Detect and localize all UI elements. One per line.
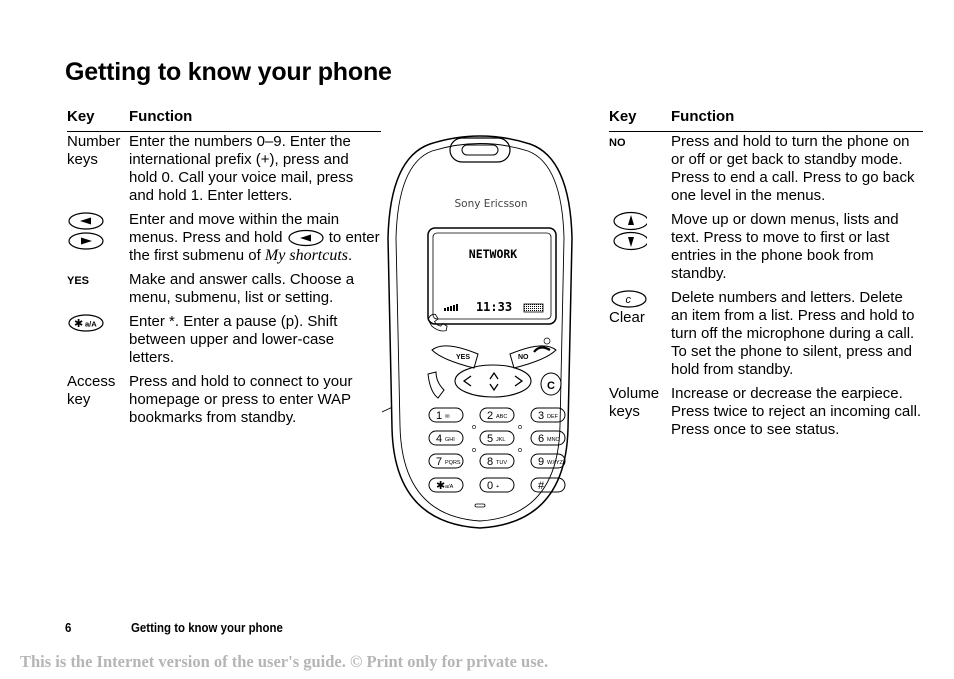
footer-page-number: 6 (65, 620, 72, 635)
keypad-key-number: 2 (487, 410, 494, 422)
yes-key-label: YES (67, 275, 90, 288)
no-key-label: NO (609, 137, 626, 149)
keypad-key-number: 3 (538, 410, 545, 422)
up-key-icon (609, 211, 647, 231)
row-key: Number keys (67, 133, 121, 168)
table-row (67, 205, 381, 265)
key-column-header: Key (67, 108, 129, 132)
keypad-key-number: 7 (436, 456, 443, 468)
row-function: Move up or down menus, lists and text. Press to move to first or last entries in the phone book from standby. (671, 211, 899, 282)
brand-logo: Sony Ericsson (454, 198, 528, 210)
keypad-key-number: ✱ (436, 480, 446, 492)
row-function: Enter *. Enter a pause (p). Shift between upper and lower-case letters. (129, 313, 338, 367)
keypad-key-letters: DEF (547, 414, 558, 420)
svg-text:✱: ✱ (74, 317, 84, 331)
star-key-letters: a/A (85, 319, 97, 329)
function-column-header: Function (671, 108, 923, 132)
key-column-header: Key (609, 108, 671, 132)
row-function: Press and hold to connect to your homepage or press to enter WAP bookmarks from standby. (129, 373, 353, 427)
row-key: Access key (67, 373, 116, 409)
keypad-key-letters: MNO (547, 437, 560, 443)
keypad-key-letters: PQRS (445, 460, 461, 466)
keypad-key-letters: GHI (445, 437, 455, 443)
keypad-key-number: 1 (436, 410, 443, 422)
table-row (67, 367, 381, 427)
keypad-key-number: 8 (487, 456, 494, 468)
right-selection-key-icon (67, 231, 105, 251)
left-key-function-table (67, 108, 381, 427)
keypad-key-letters: WXYZ (547, 460, 563, 466)
row-function: Increase or decrease the earpiece. Press twice to reject an incoming call. Press once to see status. (671, 385, 922, 438)
display-time: 11:33 (475, 300, 513, 314)
row-function: Enter and move within the main menus. Press and hold to enter the first submenu of My shortcuts. (129, 211, 380, 265)
internet-version-disclaimer: This is the Internet version of the user's guide. © Print only for private use. (20, 652, 549, 671)
battery-icon (524, 304, 543, 312)
phone-body (388, 136, 572, 528)
table-row (67, 132, 381, 206)
table-row (609, 205, 923, 283)
page-title: Getting to know your phone (65, 58, 392, 86)
keypad-key-letters: TUV (496, 460, 507, 466)
display-network-text: NETWORK (468, 247, 518, 261)
phone-clear-label: C (547, 380, 555, 392)
keypad-key-number: 6 (538, 433, 545, 445)
keypad-key-number: # (538, 480, 545, 492)
keypad-key-letters: JKL (496, 437, 506, 443)
row-function: Delete numbers and letters. Delete an item from a list. Press and hold to turn off the microphone during a call. To set the phone to silent, press and hold from standby. (671, 289, 915, 378)
table-row (609, 379, 923, 439)
table-row (609, 132, 923, 206)
phone-illustration (380, 128, 580, 533)
right-key-function-table (609, 108, 923, 439)
clear-key-icon (609, 289, 647, 309)
left-selection-key-icon (287, 229, 325, 247)
keypad-key-number: 4 (436, 433, 443, 445)
clear-key-glyph: c (625, 294, 631, 306)
table-row (67, 265, 381, 307)
keypad-key-number: 9 (538, 456, 545, 468)
row-function: Enter the numbers 0–9. Enter the international prefix (+), press and hold 0. Call your voice mail, press and hold 1. Enter letters. (129, 133, 354, 204)
keypad-key-number: 5 (487, 433, 494, 445)
keypad-key-letters: ✉ (445, 414, 450, 420)
left-selection-key-icon (67, 211, 105, 231)
keypad-key-letters: a/A (445, 484, 454, 490)
function-column-header: Function (129, 108, 381, 132)
row-function: Make and answer calls. Choose a menu, submenu, list or setting. (129, 271, 355, 307)
footer-section-title: Getting to know your phone (131, 620, 283, 635)
star-key-icon (67, 313, 105, 333)
keypad-key-letters: + (496, 484, 500, 490)
table-row (67, 307, 381, 367)
phone-no-label: NO (518, 354, 529, 361)
clear-key-label: Clear (609, 309, 645, 326)
row-key: Volume keys (609, 385, 660, 420)
row-function: Press and hold to turn the phone on or off or get back to standby mode. Press to end a call. Press to go back one level in the menus. (671, 133, 915, 204)
phone-yes-label: YES (456, 354, 471, 361)
keypad-key-number: 0 (487, 480, 494, 492)
keypad-key-letters: ABC (496, 414, 508, 420)
down-key-icon (609, 231, 647, 251)
table-row (609, 283, 923, 379)
